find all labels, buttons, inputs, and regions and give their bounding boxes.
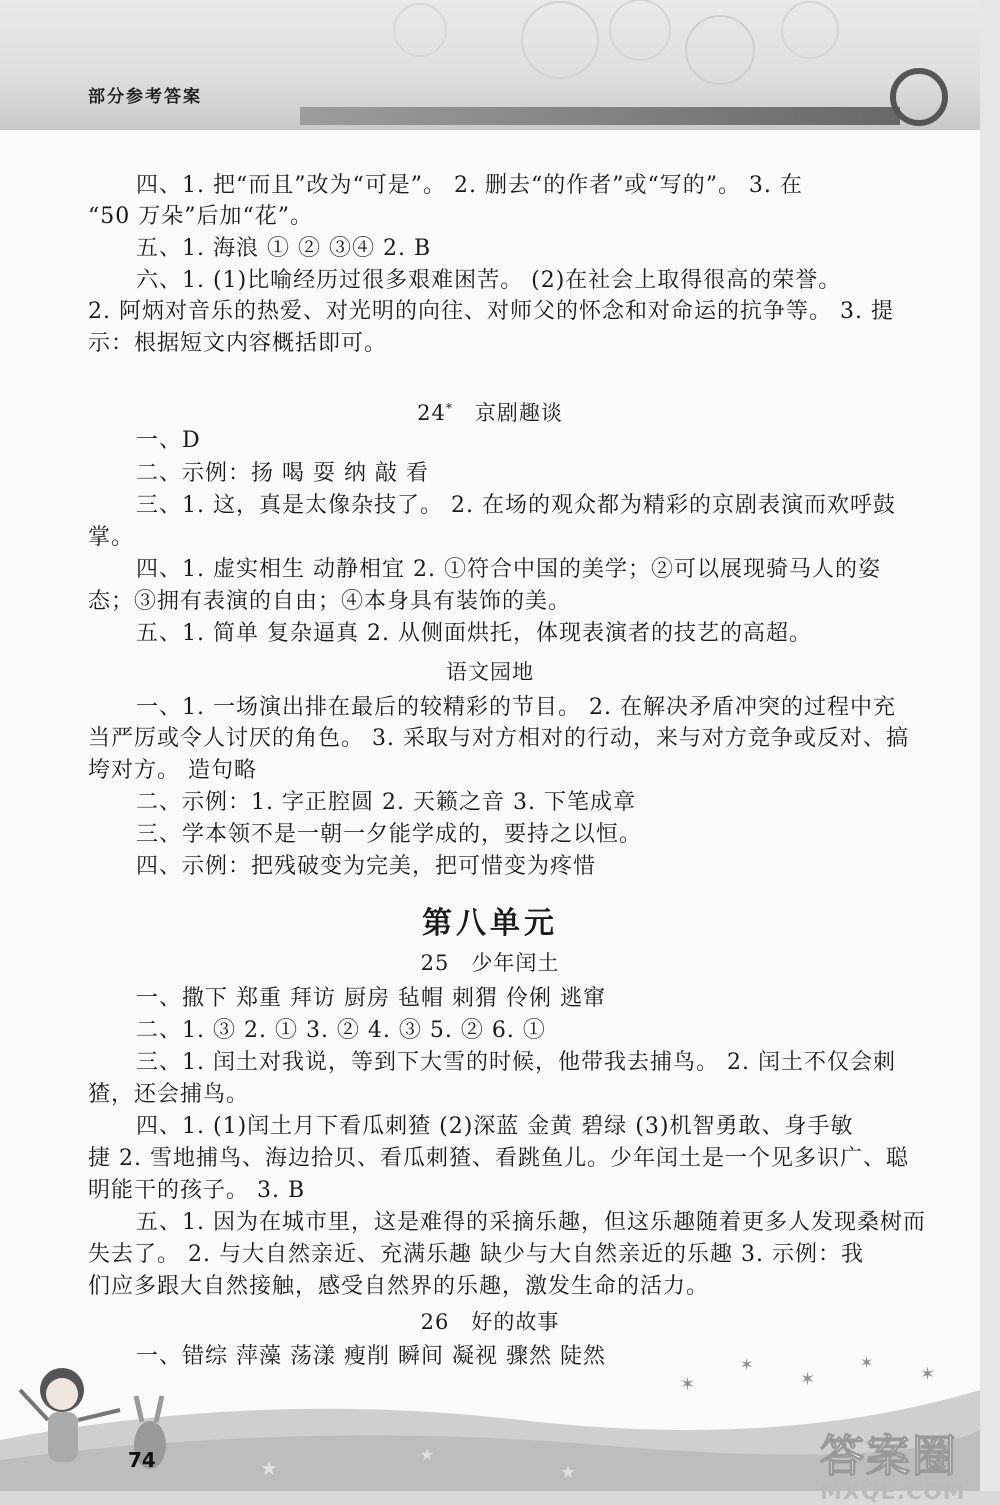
answer-line: 当严厉或令人讨厌的角色。 3. 采取与对方相对的行动，来与对方竞争或反对、搞 [88,726,909,751]
answer-line: 四、1. (1)闰土月下看瓜刺猹 (2)深蓝 金黄 碧绿 (3)机智勇敢、身手敏 [136,1114,854,1139]
svg-text:✶: ✶ [920,1364,936,1385]
answer-line: 五、1. 简单 复杂逼真 2. 从侧面烘托，体现表演者的技艺的高超。 [136,621,812,646]
answer-line: 一、错综 萍藻 荡漾 瘦削 瞬间 凝视 骤然 陡然 [136,1344,606,1369]
answer-line: 三、1. 这，真是太像杂技了。 2. 在场的观众都为精彩的京剧表演而欢呼鼓 [136,493,896,518]
unit-title: 第八单元 [422,906,558,941]
answer-line: 们应多跟大自然接触，感受自然界的乐趣，激发生命的活力。 [88,1274,710,1299]
answer-line: 一、撒下 郑重 拜访 厨房 毡帽 刺猬 伶俐 逃窜 [136,986,606,1011]
svg-text:★: ★ [420,1445,435,1464]
answer-line: 掌。 [88,525,135,550]
header-bar [300,107,900,125]
answer-line: 垮对方。 造句略 [88,758,257,783]
watermark-url: MXQE.COM [820,1480,966,1505]
svg-text:✶: ✶ [860,1353,874,1372]
page-number: 74 [128,1448,156,1472]
answer-line: 三、学本领不是一朝一夕能学成的，要持之以恒。 [136,822,643,847]
header-title: 部分参考答案 [88,87,202,107]
watermark-logo: 答案圈 [820,1431,958,1482]
section-title-garden: 语文园地 [446,660,534,684]
optional-mark: * [445,401,453,415]
answer-line: 二、示例：1. 字正腔圆 2. 天籁之音 3. 下笔成章 [136,790,636,815]
watermark [820,1420,966,1505]
answer-line: 二、示例：扬 喝 耍 纳 敲 看 [136,461,429,486]
svg-text:✶: ✶ [800,1369,816,1390]
answer-line: 2. 阿炳对音乐的热爱、对光明的向往、对师父的怀念和对命运的抗争等。 3. 提 [88,299,894,324]
svg-text:✶: ✶ [680,1374,696,1395]
answer-line: 失去了。 2. 与大自然亲近、充满乐趣 缺少与大自然亲近的乐趣 3. 示例：我 [88,1242,864,1267]
answer-line: 态；③拥有表演的自由；④本身具有装饰的美。 [88,589,572,614]
answer-line: 猹，还会捕鸟。 [88,1082,250,1107]
answer-line: 二、1. ③ 2. ① 3. ② 4. ③ 5. ② 6. ① [136,1018,546,1043]
svg-text:✶: ✶ [740,1355,754,1374]
svg-text:★: ★ [260,1456,278,1480]
answer-line: 五、1. 因为在城市里，这是难得的采摘乐趣，但这乐趣随着更多人发现桑树而 [136,1210,926,1235]
ring-decoration [890,68,948,126]
answer-line: 捷 2. 雪地捕鸟、海边拾贝、看瓜刺猹、看跳鱼儿。少年闰土是一个见多识广、聪 [88,1146,909,1171]
answer-line: 一、1. 一场演出排在最后的较精彩的节目。 2. 在解决矛盾冲突的过程中充 [136,695,896,720]
answer-line: 示：根据短文内容概括即可。 [88,331,388,356]
section-title-24 [0,392,980,429]
page-header [0,0,980,130]
answer-line: 四、1. 把“而且”改为“可是”。 2. 删去“的作者”或“写的”。 3. 在 [136,173,803,198]
section-name: 京剧趣谈 [474,401,563,425]
answer-line: 五、1. 海浪 ① ② ③④ 2. B [136,236,432,261]
answer-line: 明能干的孩子。 3. B [88,1178,306,1203]
answer-line: “50 万朵”后加“花”。 [88,204,313,229]
svg-text:★: ★ [560,1462,577,1483]
answer-line: 六、1. (1)比喻经历过很多艰难困苦。 (2)在社会上取得很高的荣誉。 [136,268,842,293]
answer-line: 四、示例：把残破变为完美，把可惜变为疼惜 [136,854,597,879]
section-title-25: 25 少年闰土 [420,951,560,975]
answer-line: 四、1. 虚实相生 动静相宜 2. ①符合中国的美学；②可以展现骑马人的姿 [136,557,881,582]
section-title-26: 26 好的故事 [420,1310,560,1334]
answer-line: 三、1. 闰土对我说，等到下大雪的时候，他带我去捕鸟。 2. 闰土不仅会刺 [136,1050,896,1075]
section-number: 24 [417,401,446,425]
page-edge [980,0,1000,1491]
answer-line: 一、D [136,428,201,453]
